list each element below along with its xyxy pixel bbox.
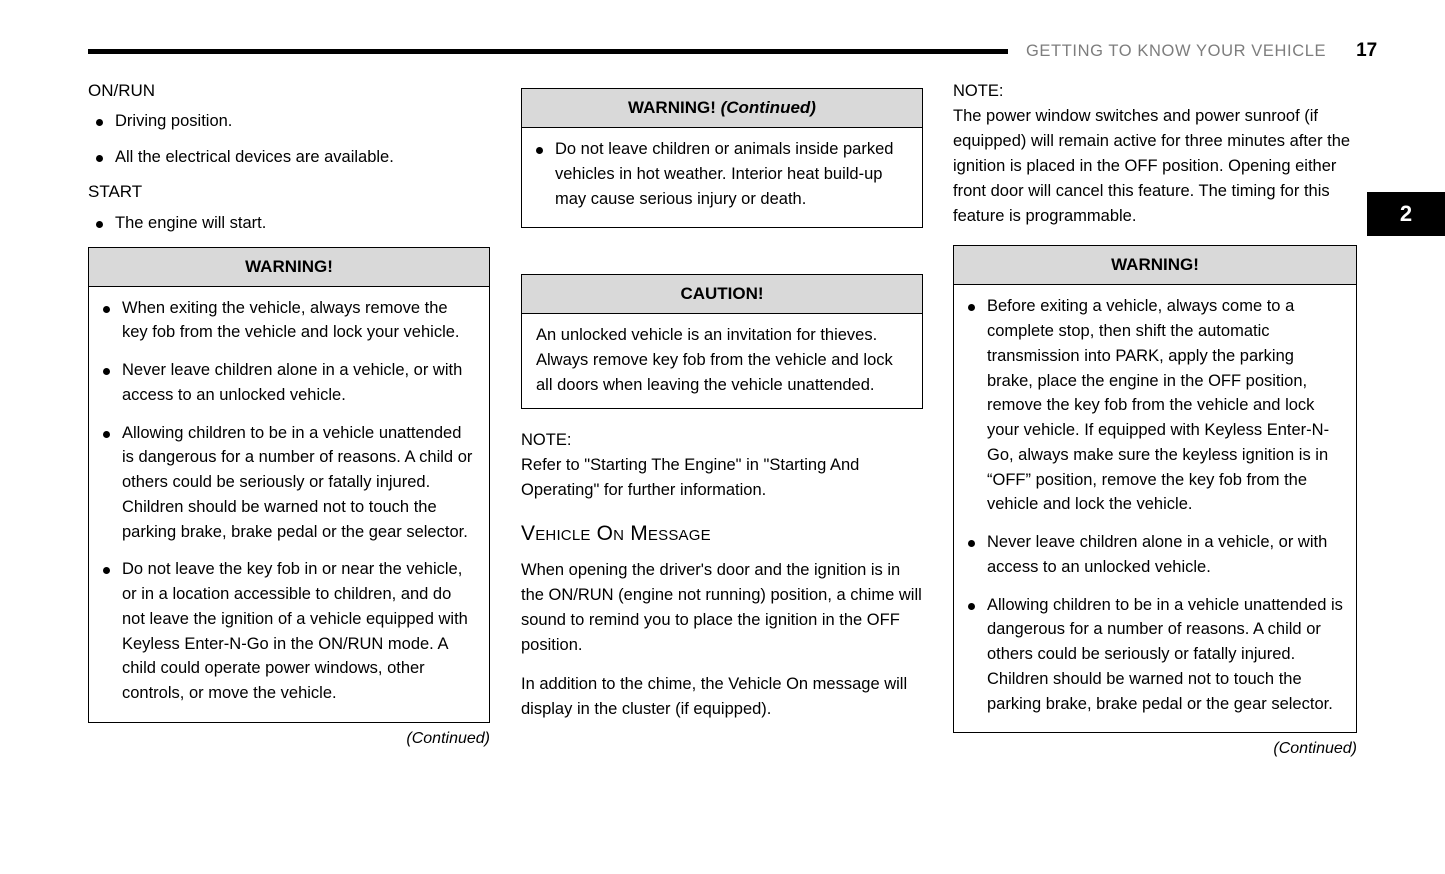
list-item: All the electrical devices are available.: [88, 145, 490, 170]
column-left: [88, 80, 490, 748]
list-item: Never leave children alone in a vehicle, or with access to an unlocked vehicle.: [960, 530, 1344, 580]
header-rule: [88, 49, 1008, 54]
warning-continued-list: [528, 137, 910, 211]
section-heading-vehicle-on-message: Vehicle On Message: [521, 521, 711, 545]
list-item: Allowing children to be in a vehicle unattended is dangerous for a number of reasons. A child or others could be seriously or fatally injured. Children should be warned not to touch the parking brake, brake pedal or the gear selector.: [95, 421, 477, 545]
caution-box: [521, 274, 923, 409]
column-middle: [521, 80, 923, 736]
list-item: Do not leave children or animals inside parked vehicles in hot weather. Interior heat build-up may cause serious injury or death.: [528, 137, 910, 211]
warning-continued-body: [522, 128, 922, 227]
on-run-list: [88, 109, 490, 170]
heading-on-run: ON/RUN: [88, 81, 156, 100]
caution-box-title: CAUTION!: [522, 275, 922, 314]
header-section-title: GETTING TO KNOW YOUR VEHICLE: [1026, 41, 1327, 60]
note-text-right: The power window switches and power sunroof (if equipped) will remain active for three minutes after the ignition is placed in the OFF position. Opening either front door will cancel this feature. The timing for this feature is programmable.: [953, 106, 1351, 226]
warning-box-right-body: [954, 285, 1356, 732]
warning-box-left: [88, 247, 490, 723]
warning-continued-title-suffix: (Continued): [720, 98, 816, 117]
warning-continued-box: [521, 88, 923, 228]
chapter-tab: 2: [1367, 192, 1445, 236]
warning-left-list: [95, 296, 477, 706]
continued-note-right: (Continued): [1273, 740, 1357, 758]
warning-box-right: [953, 245, 1357, 733]
list-item: Driving position.: [88, 109, 490, 134]
continued-note-left: (Continued): [406, 729, 490, 747]
column-right: [953, 80, 1357, 758]
paragraph: When opening the driver's door and the ignition is in the ON/RUN (engine not running) position, a chime will sound to remind you to place the ignition in the OFF position.: [521, 560, 922, 654]
page-number: 17: [1356, 40, 1378, 61]
list-item: Allowing children to be in a vehicle unattended is dangerous for a number of reasons. A child or others could be seriously or fatally injured. Children should be warned not to touch the parking brake, brake pedal or the gear selector.: [960, 593, 1344, 717]
warning-box-left-body: [89, 287, 489, 722]
warning-box-right-title: WARNING!: [954, 246, 1356, 285]
note-label-middle: NOTE:: [521, 431, 572, 450]
page-header: [88, 36, 1378, 66]
caution-box-text: An unlocked vehicle is an invitation for thieves. Always remove key fob from the vehicle and lock all doors when leaving the vehicle unattended.: [536, 326, 893, 395]
warning-continued-title-text: WARNING!: [628, 98, 716, 117]
note-text-middle: Refer to "Starting The Engine" in "Starting And Operating" for further information.: [521, 456, 860, 500]
heading-start: START: [88, 182, 143, 202]
caution-box-body: [522, 314, 922, 408]
warning-right-list: [960, 294, 1344, 716]
warning-continued-title: [522, 89, 922, 128]
note-label-right: NOTE:: [953, 82, 1004, 100]
list-item: Never leave children alone in a vehicle, or with access to an unlocked vehicle.: [95, 358, 477, 408]
list-item: The engine will start.: [88, 211, 490, 236]
list-item: Before exiting a vehicle, always come to a complete stop, then shift the automatic transmission into PARK, apply the parking brake, place the engine in the OFF position, remove the key fob from the vehicle and lock your vehicle. If equipped with Keyless Enter-N-Go, always make sure the keyless ignition is in “OFF” position, remove the key fob from the vehicle and lock the vehicle.: [960, 294, 1344, 517]
start-list: [88, 211, 490, 236]
warning-box-left-title: WARNING!: [89, 248, 489, 287]
list-item: Do not leave the key fob in or near the vehicle, or in a location accessible to children, and do not leave the ignition of a vehicle equipped with Keyless Enter-N-Go in the ON/RUN mode. A child could operate power windows, other controls, or move the vehicle.: [95, 557, 477, 706]
paragraph: In addition to the chime, the Vehicle On message will display in the cluster (if equipped).: [521, 674, 908, 718]
list-item: When exiting the vehicle, always remove the key fob from the vehicle and lock your vehicle.: [95, 296, 477, 346]
